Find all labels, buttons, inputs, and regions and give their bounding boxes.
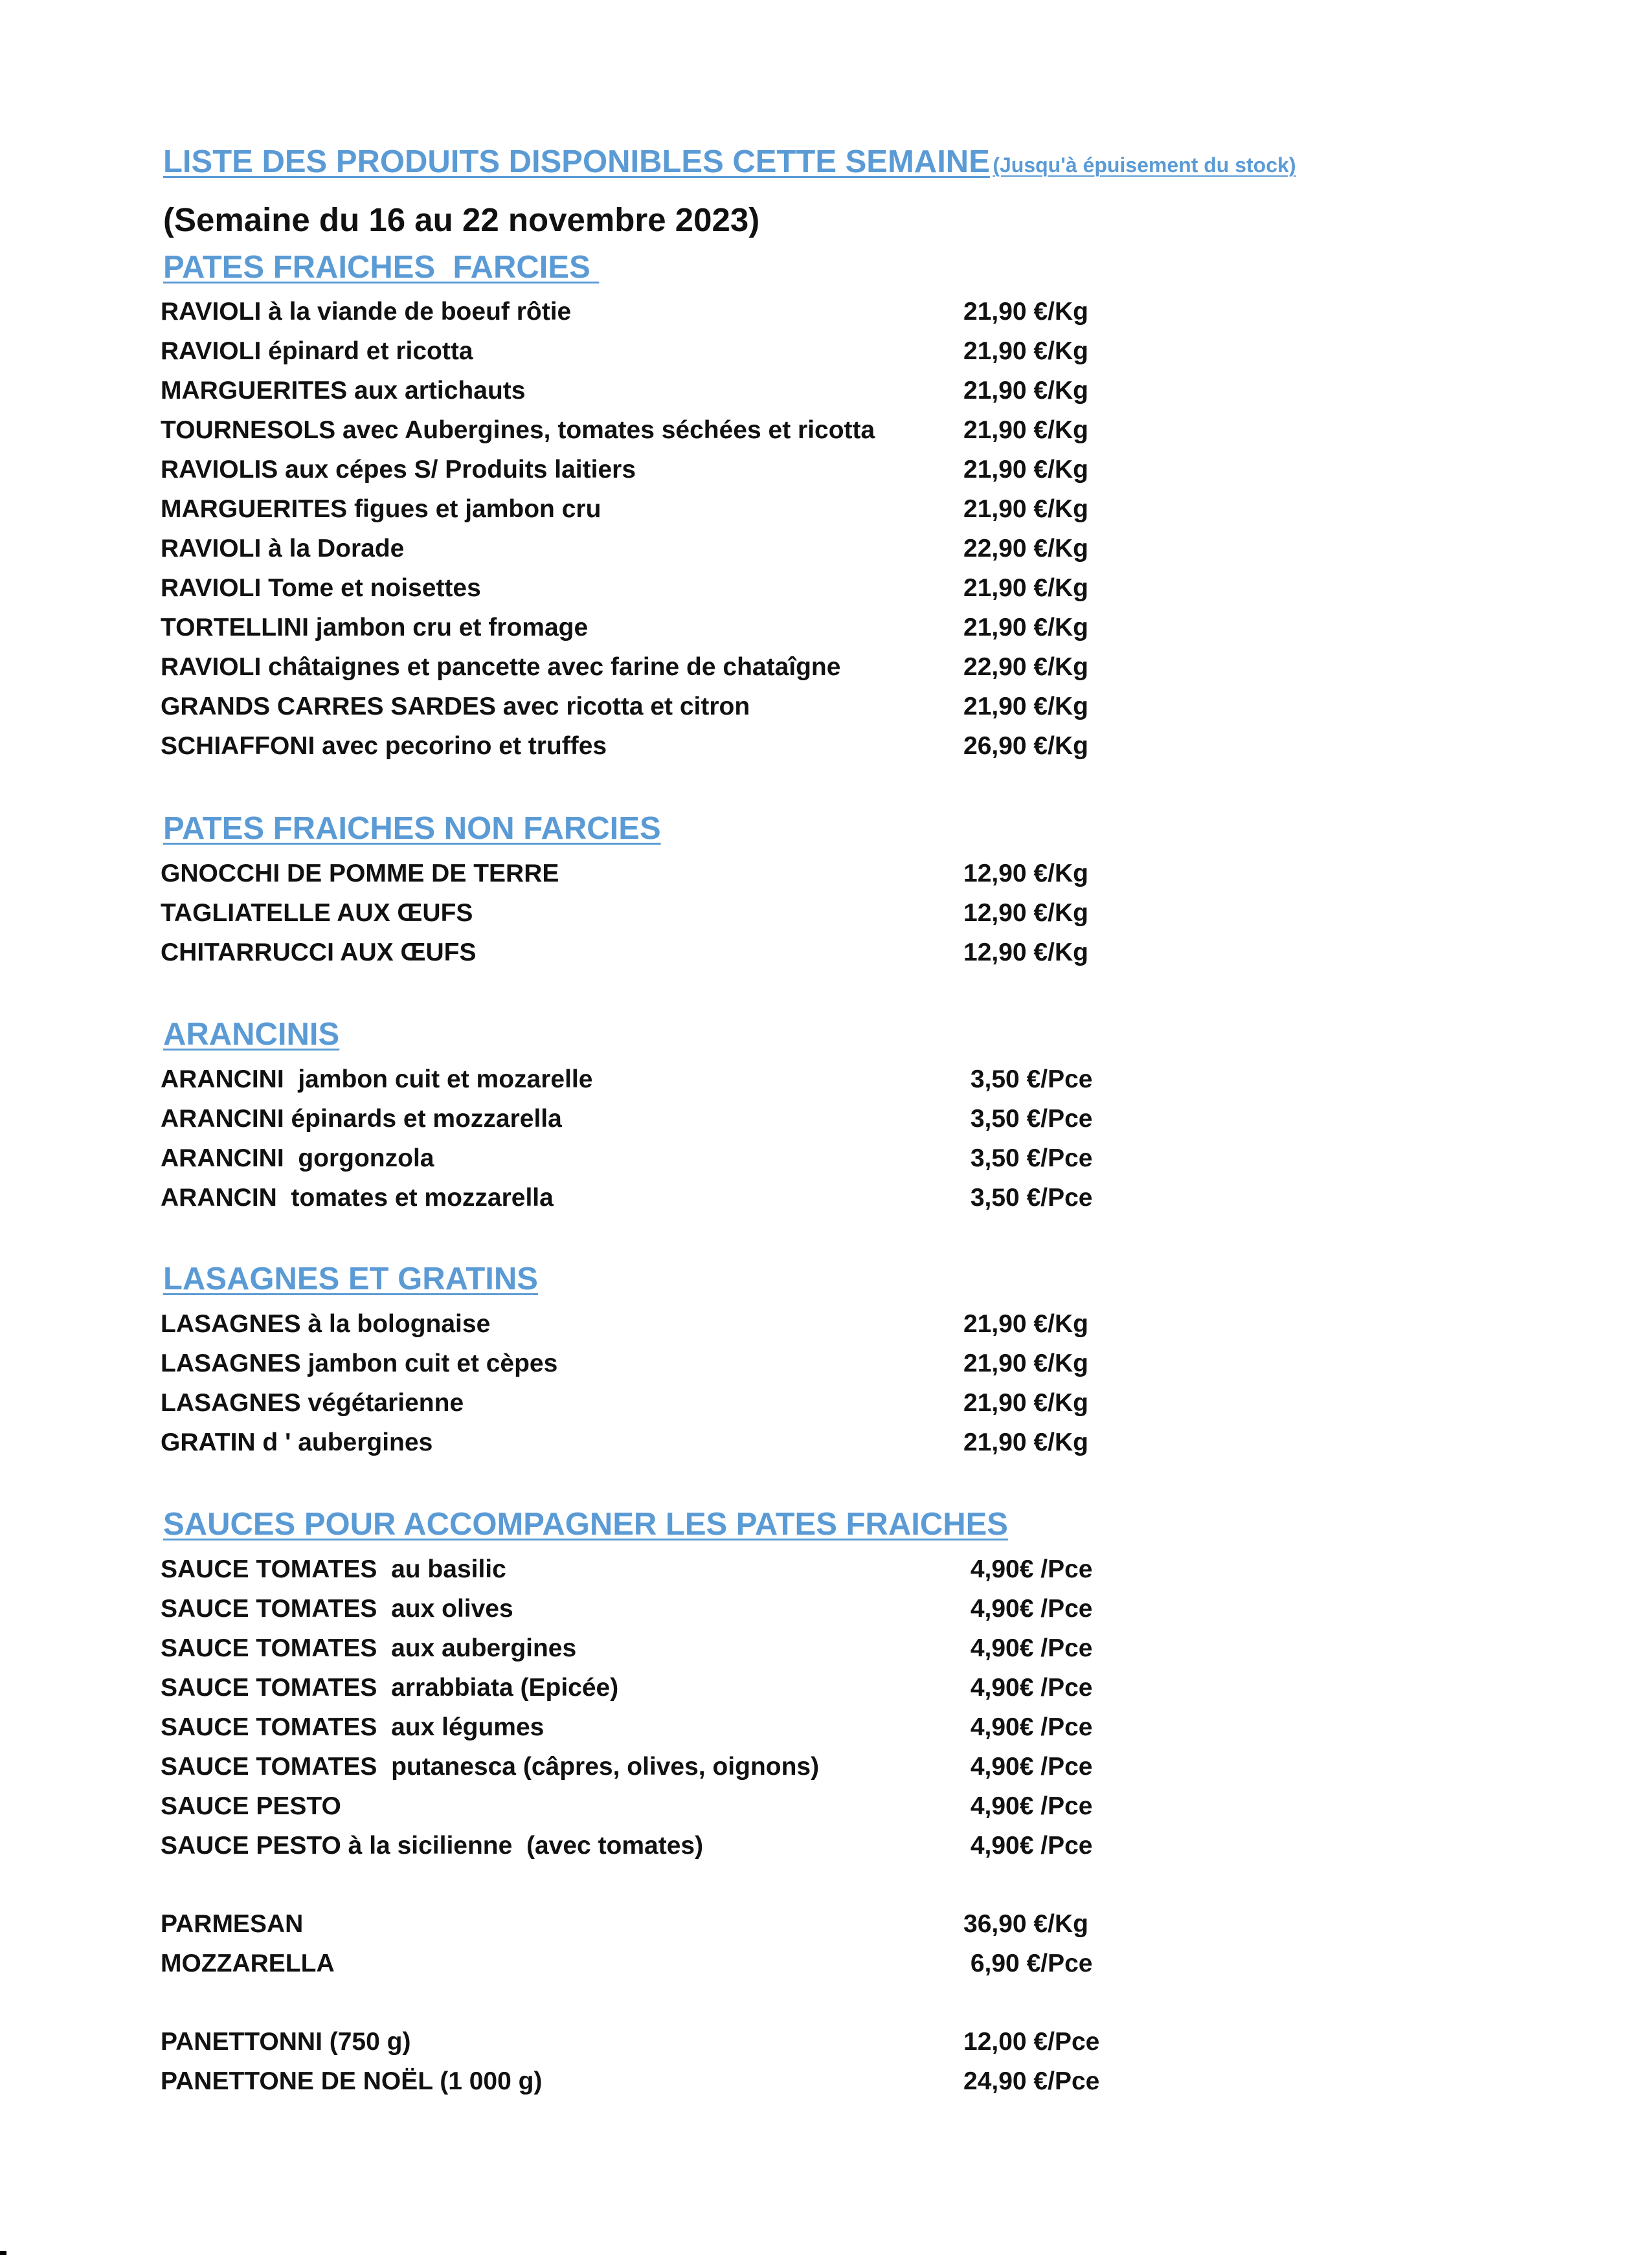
list-item (161, 1832, 1132, 1868)
item-name: SAUCE PESTO à la sicilienne (avec tomates) (161, 1832, 704, 1860)
item-price: 26,90 €/Kg (963, 732, 1088, 760)
list-item (161, 1310, 1132, 1346)
list-item (161, 298, 1132, 334)
item-name: GNOCCHI DE POMME DE TERRE (161, 860, 559, 887)
list-item (161, 1950, 1132, 1986)
item-name: PANETTONNI (750 g) (161, 2028, 411, 2056)
list-item (161, 2028, 1132, 2064)
item-price: 12,00 €/Pce (963, 2028, 1100, 2056)
item-name: ARANCIN tomates et mozzarella (161, 1184, 554, 1212)
item-name: LASAGNES à la bolognaise (161, 1310, 491, 1338)
item-price: 3,50 €/Pce (963, 1144, 1093, 1172)
list-item (161, 416, 1132, 452)
item-name: MOZZARELLA (161, 1950, 335, 1977)
item-price: 21,90 €/Kg (963, 574, 1088, 602)
list-item (161, 1350, 1132, 1386)
list-item (161, 614, 1132, 650)
item-name: SAUCE TOMATES arrabbiata (Epicée) (161, 1674, 619, 1702)
item-name: RAVIOLI Tome et noisettes (161, 574, 481, 602)
item-name: ARANCINI jambon cuit et mozarelle (161, 1065, 593, 1093)
item-price: 3,50 €/Pce (963, 1105, 1093, 1133)
list-item (161, 1792, 1132, 1829)
item-price: 21,90 €/Kg (963, 1429, 1088, 1456)
item-name: ARANCINI gorgonzola (161, 1144, 434, 1172)
item-price: 21,90 €/Kg (963, 1350, 1088, 1377)
list-item (161, 1753, 1132, 1789)
section-heading-sauces: SAUCES POUR ACCOMPAGNER LES PATES FRAICHES (163, 1507, 1008, 1542)
item-name: SAUCE TOMATES aux aubergines (161, 1634, 577, 1662)
item-name: TORTELLINI jambon cru et fromage (161, 614, 589, 641)
page-title: LISTE DES PRODUITS DISPONIBLES CETTE SEMAINE (163, 144, 990, 179)
list-item (161, 495, 1132, 531)
item-name: SAUCE TOMATES au basilic (161, 1555, 506, 1583)
title-line (163, 144, 1296, 180)
item-name: RAVIOLI à la Dorade (161, 535, 405, 562)
section-heading-arancinis: ARANCINIS (163, 1017, 340, 1052)
section-heading-lasagnes: LASAGNES ET GRATINS (163, 1262, 538, 1296)
item-price: 24,90 €/Pce (963, 2067, 1100, 2095)
list-item (161, 1389, 1132, 1425)
list-item (161, 535, 1132, 571)
list-item (161, 1555, 1132, 1592)
list-item (161, 1595, 1132, 1631)
item-price: 21,90 €/Kg (963, 416, 1088, 444)
list-item (161, 653, 1132, 689)
item-price: 21,90 €/Kg (963, 456, 1088, 484)
item-price: 12,90 €/Kg (963, 939, 1088, 966)
item-price: 21,90 €/Kg (963, 495, 1088, 523)
list-item (161, 1144, 1132, 1181)
item-price: 4,90€ /Pce (963, 1792, 1093, 1820)
list-item (161, 693, 1132, 729)
item-price: 4,90€ /Pce (963, 1832, 1093, 1860)
item-name: GRATIN d ' aubergines (161, 1429, 433, 1456)
list-item (161, 1429, 1132, 1465)
item-name: CHITARRUCCI AUX ŒUFS (161, 939, 477, 966)
item-name: LASAGNES végétarienne (161, 1389, 464, 1417)
item-name: SAUCE TOMATES aux olives (161, 1595, 513, 1623)
item-price: 21,90 €/Kg (963, 693, 1088, 720)
title-note: (Jusqu'à épuisement du stock) (993, 153, 1296, 177)
item-name: LASAGNES jambon cuit et cèpes (161, 1350, 558, 1377)
item-name: MARGUERITES figues et jambon cru (161, 495, 601, 523)
item-price: 3,50 €/Pce (963, 1184, 1093, 1212)
item-name: GRANDS CARRES SARDES avec ricotta et citron (161, 693, 750, 720)
item-name: RAVIOLIS aux cépes S/ Produits laitiers (161, 456, 636, 484)
item-price: 4,90€ /Pce (963, 1634, 1093, 1662)
item-price: 21,90 €/Kg (963, 377, 1088, 405)
item-name: TAGLIATELLE AUX ŒUFS (161, 899, 473, 927)
list-item (161, 1713, 1132, 1750)
list-item (161, 1105, 1132, 1141)
item-name: SCHIAFFONI avec pecorino et truffes (161, 732, 607, 760)
item-price: 21,90 €/Kg (963, 1310, 1088, 1338)
list-item (161, 732, 1132, 768)
list-item (161, 1674, 1132, 1710)
item-name: PANETTONE DE NOËL (1 000 g) (161, 2067, 543, 2095)
item-price: 21,90 €/Kg (963, 337, 1088, 365)
list-item (161, 456, 1132, 492)
section-heading-non-farcies: PATES FRAICHES NON FARCIES (163, 811, 661, 846)
item-price: 4,90€ /Pce (963, 1595, 1093, 1623)
week-subtitle: (Semaine du 16 au 22 novembre 2023) (163, 201, 760, 238)
item-price: 4,90€ /Pce (963, 1753, 1093, 1781)
list-item (161, 2067, 1132, 2104)
item-price: 4,90€ /Pce (963, 1713, 1093, 1741)
scan-mark (0, 2251, 6, 2255)
item-price: 4,90€ /Pce (963, 1555, 1093, 1583)
item-price: 36,90 €/Kg (963, 1910, 1088, 1938)
item-price: 21,90 €/Kg (963, 298, 1088, 326)
list-item (161, 860, 1132, 896)
section-heading-farcies: PATES FRAICHES FARCIES (163, 250, 600, 285)
item-price: 21,90 €/Kg (963, 1389, 1088, 1417)
item-price: 22,90 €/Kg (963, 535, 1088, 562)
item-name: RAVIOLI châtaignes et pancette avec farine de chataîgne (161, 653, 841, 681)
list-item (161, 1184, 1132, 1220)
item-price: 12,90 €/Kg (963, 899, 1088, 927)
item-name: SAUCE TOMATES aux légumes (161, 1713, 545, 1741)
item-name: SAUCE PESTO (161, 1792, 341, 1820)
item-price: 4,90€ /Pce (963, 1674, 1093, 1702)
item-price: 12,90 €/Kg (963, 860, 1088, 887)
list-item (161, 574, 1132, 610)
list-item (161, 1910, 1132, 1946)
list-item (161, 337, 1132, 373)
list-item (161, 899, 1132, 935)
list-item (161, 1065, 1132, 1102)
item-name: MARGUERITES aux artichauts (161, 377, 526, 405)
list-item (161, 1634, 1132, 1671)
list-item (161, 939, 1132, 975)
item-name: TOURNESOLS avec Aubergines, tomates séchées et ricotta (161, 416, 875, 444)
item-name: RAVIOLI à la viande de boeuf rôtie (161, 298, 572, 326)
item-name: SAUCE TOMATES putanesca (câpres, olives, oignons) (161, 1753, 820, 1781)
item-name: PARMESAN (161, 1910, 304, 1938)
item-price: 22,90 €/Kg (963, 653, 1088, 681)
item-price: 3,50 €/Pce (963, 1065, 1093, 1093)
item-name: ARANCINI épinards et mozzarella (161, 1105, 562, 1133)
list-item (161, 377, 1132, 413)
item-price: 21,90 €/Kg (963, 614, 1088, 641)
item-price: 6,90 €/Pce (963, 1950, 1093, 1977)
item-name: RAVIOLI épinard et ricotta (161, 337, 473, 365)
